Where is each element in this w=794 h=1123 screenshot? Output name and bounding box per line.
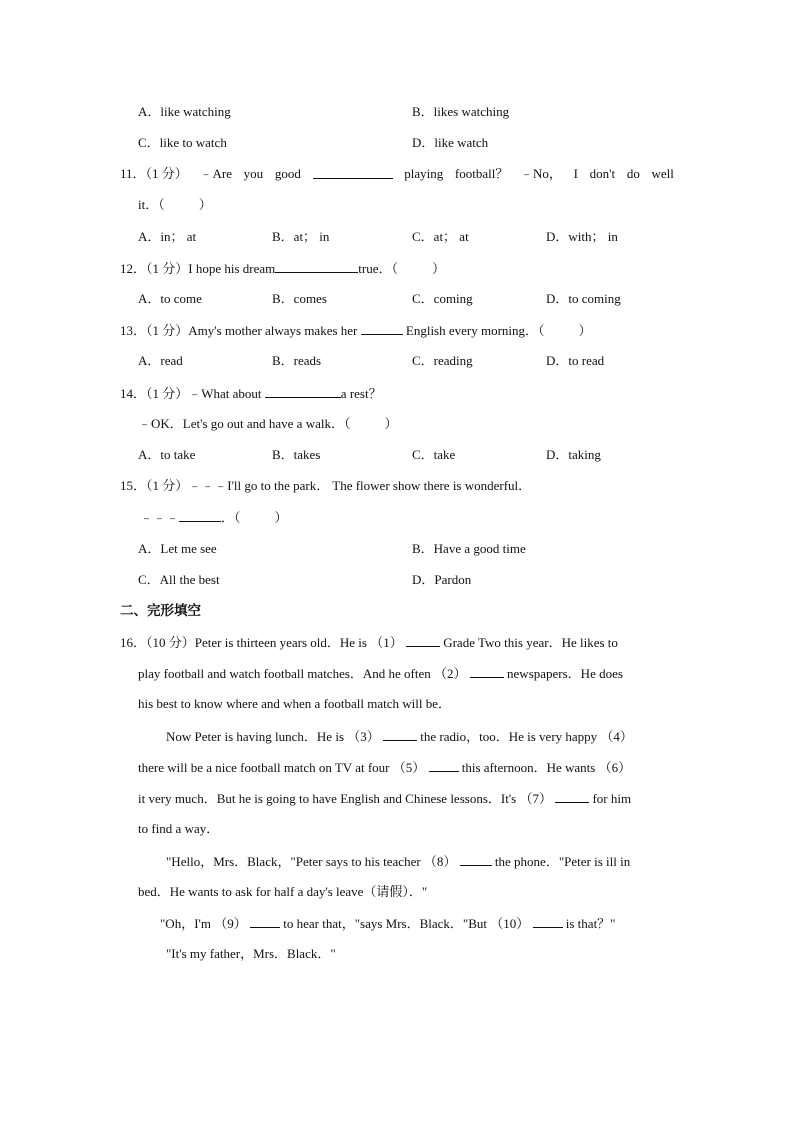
q13-option-a: A．read xyxy=(138,353,183,368)
q11-question-cont: it．（ ） xyxy=(138,197,212,212)
q12-option-c: C．coming xyxy=(412,291,473,306)
q11-option-a: A．in； at xyxy=(138,229,197,244)
q16-passage-line: Now Peter is having lunch．He is （3） the radio，too．He is very happy （4） xyxy=(166,729,633,744)
q13-option-b: B．reads xyxy=(272,353,322,368)
q10-option-b: B．likes watching xyxy=(412,104,510,119)
q12-option-b: B．comes xyxy=(272,291,327,306)
q14-option-b: B．takes xyxy=(272,447,321,462)
q11-option-b: B．at； in xyxy=(272,229,330,244)
q14-question-cont: ﹣OK．Let's go out and have a walk．（ ） xyxy=(138,416,398,431)
q15-option-d: D．Pardon xyxy=(412,572,472,587)
q12-option-d: D．to coming xyxy=(546,291,621,306)
q16-passage-line: his best to know where and when a football match will be． xyxy=(138,696,452,711)
q13-option-c: C．reading xyxy=(412,353,473,368)
q13-question: 13．（1 分）Amy's mother always makes her English every morning．（ ） xyxy=(120,323,592,338)
q16-passage-line: it very much．But he is going to have English and Chinese lessons．It's （7） for him xyxy=(138,791,632,806)
q14-blank xyxy=(265,384,341,398)
q14-option-d: D．taking xyxy=(546,447,601,462)
q16-passage-line: bed．He wants to ask for half a day's leave（请假）．" xyxy=(138,884,428,899)
q10-option-a: A．like watching xyxy=(138,104,231,119)
q12-option-a: A．to come xyxy=(138,291,202,306)
q16-passage-line: "It's my father，Mrs．Black．" xyxy=(166,946,336,961)
q15-option-a: A．Let me see xyxy=(138,541,217,556)
q14-option-c: C．take xyxy=(412,447,456,462)
q15-option-b: B．Have a good time xyxy=(412,541,526,556)
q11-option-d: D．with； in xyxy=(546,229,618,244)
q16-passage-line: "Hello，Mrs．Black，"Peter says to his teacher （8） the phone．"Peter is ill in xyxy=(166,854,631,869)
q12-blank xyxy=(275,259,358,273)
q12-question: 12．（1 分）I hope his dream true．（ ） xyxy=(120,261,445,276)
q16-passage-line: to find a way． xyxy=(138,821,220,836)
q15-option-c: C．All the best xyxy=(138,572,220,587)
q11-option-c: C．at； at xyxy=(412,229,469,244)
q16-passage-line: "Oh，I'm （9） to hear that，"says Mrs．Black．"But （10） is that？" xyxy=(160,916,616,931)
q11-blank xyxy=(313,165,393,179)
q11-question: 11．（1 分） ﹣Are you good playing football？ ﹣No， I don't do well xyxy=(120,166,674,181)
q15-question: 15．（1 分）﹣﹣﹣I'll go to the park． The flower show there is wonderful． xyxy=(120,478,532,493)
q16-passage-line: 16．（10 分）Peter is thirteen years old．He is （1） Grade Two this year．He likes to xyxy=(120,635,618,650)
section-title-cloze: 二、完形填空 xyxy=(120,603,201,619)
q10-option-c: C．like to watch xyxy=(138,135,227,150)
q16-passage-line: play football and watch football matches．And he often （2） newspapers．He does xyxy=(138,666,623,681)
q16-passage-line: there will be a nice football match on TV at four （5） this afternoon．He wants （6） xyxy=(138,760,632,775)
q15-question-cont: ﹣﹣﹣ ．（ ） xyxy=(140,510,288,525)
q14-option-a: A．to take xyxy=(138,447,196,462)
q13-option-d: D．to read xyxy=(546,353,605,368)
q10-option-d: D．like watch xyxy=(412,135,489,150)
q14-question: 14．（1 分）﹣What about a rest？ xyxy=(120,386,382,401)
q13-blank xyxy=(361,321,403,335)
q15-blank xyxy=(179,508,221,522)
